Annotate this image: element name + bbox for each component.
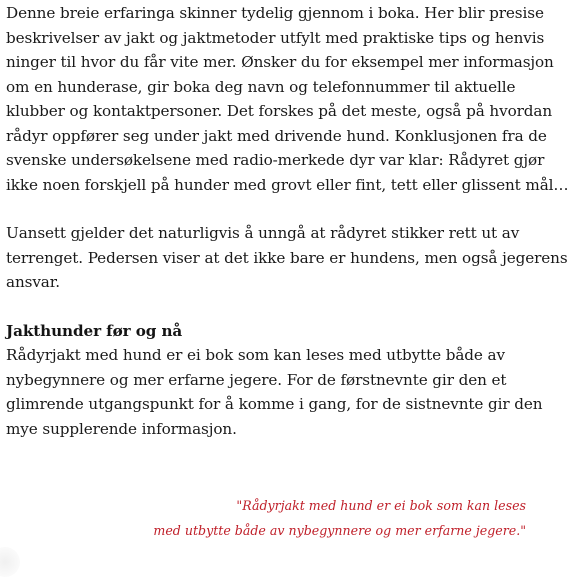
paragraph-responsibility: Uansett gjelder det naturligvis å unngå at rådyret stikker rett ut av terrenget. Pedersen viser at det ikke bare er hundens, men også jegerens ansvar.	[6, 224, 568, 291]
pull-quote	[153, 493, 526, 543]
paragraph-experience: Denne breie erfaringa skinner tydelig gjennom i boka. Her blir presise beskrivelser av jakt og jaktmetoder utfylt med praktiske tips og henvis ninger til hvor du får vite mer. Ønsker du for eksempel mer informasjon om en hunderase, gir boka deg navn og telefonnummer til aktuelle klubber og kontaktpersoner. Det forskes på det meste, også på hvordan rådyr oppfører seg under jakt med drivende hund. Konklusjonen fra de svenske undersøkelsene med radio-merkede dyr var klar: Rådyret gjør ikke noen forskjell på hunder med grovt eller fint, tett eller glissent mål…	[6, 4, 569, 194]
pull-quote-line-2: med utbytte både av nybegynnere og mer erfarne jegere."	[153, 523, 526, 538]
corner-shadow	[0, 547, 20, 577]
section-heading: Jakthunder før og nå	[6, 321, 183, 340]
paragraph-summary: Rådyrjakt med hund er ei bok som kan leses med utbytte både av nybegynnere og mer erfarne jegere. For de førstnevnte gir den et glimrende utgangspunkt for å komme i gang, for de sistnevnte gir den mye supplerende informasjon.	[6, 346, 543, 438]
pull-quote-line-1: "Rådyrjakt med hund er ei bok som kan leses	[236, 498, 526, 513]
article-body	[6, 0, 571, 441]
